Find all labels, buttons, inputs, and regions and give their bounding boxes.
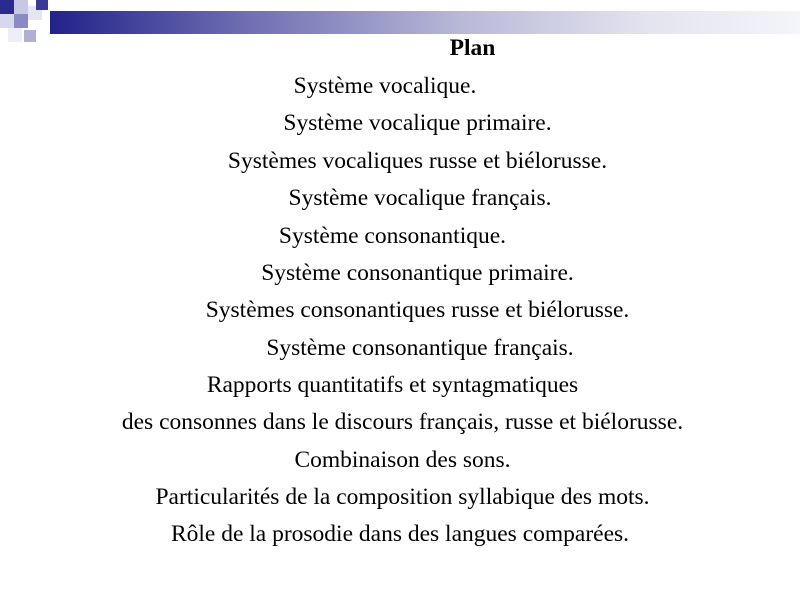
plan-item: Système consonantique. (278, 223, 507, 249)
plan-item: Systèmes consonantiques russe et biélorusse. (205, 297, 630, 323)
plan-item: Système vocalique français. (288, 185, 552, 211)
banner-square (0, 0, 14, 14)
plan-item: Système vocalique primaire. (283, 110, 552, 136)
plan-item: Particularités de la composition syllabique des mots. (155, 484, 650, 510)
plan-item: Système consonantique français. (266, 335, 574, 361)
slide-title: Plan (449, 35, 496, 61)
plan-item: Rapports quantitatifs et syntagmatiques (206, 372, 579, 398)
banner-square (14, 0, 28, 14)
banner-square (0, 14, 14, 28)
plan-item: Systèmes vocaliques russe et biélorusse. (227, 148, 608, 174)
banner-square (14, 14, 28, 28)
plan-item: Combinaison des sons. (294, 447, 511, 473)
plan-item: des consonnes dans le discours français, russe et biélorusse. (121, 409, 684, 435)
banner-gradient-bar (50, 11, 800, 34)
plan-item: Système consonantique primaire. (261, 260, 574, 286)
plan-item: Rôle de la prosodie dans des langues comparées. (170, 521, 630, 547)
banner-square (36, 0, 48, 10)
plan-item: Système vocalique. (293, 73, 477, 99)
